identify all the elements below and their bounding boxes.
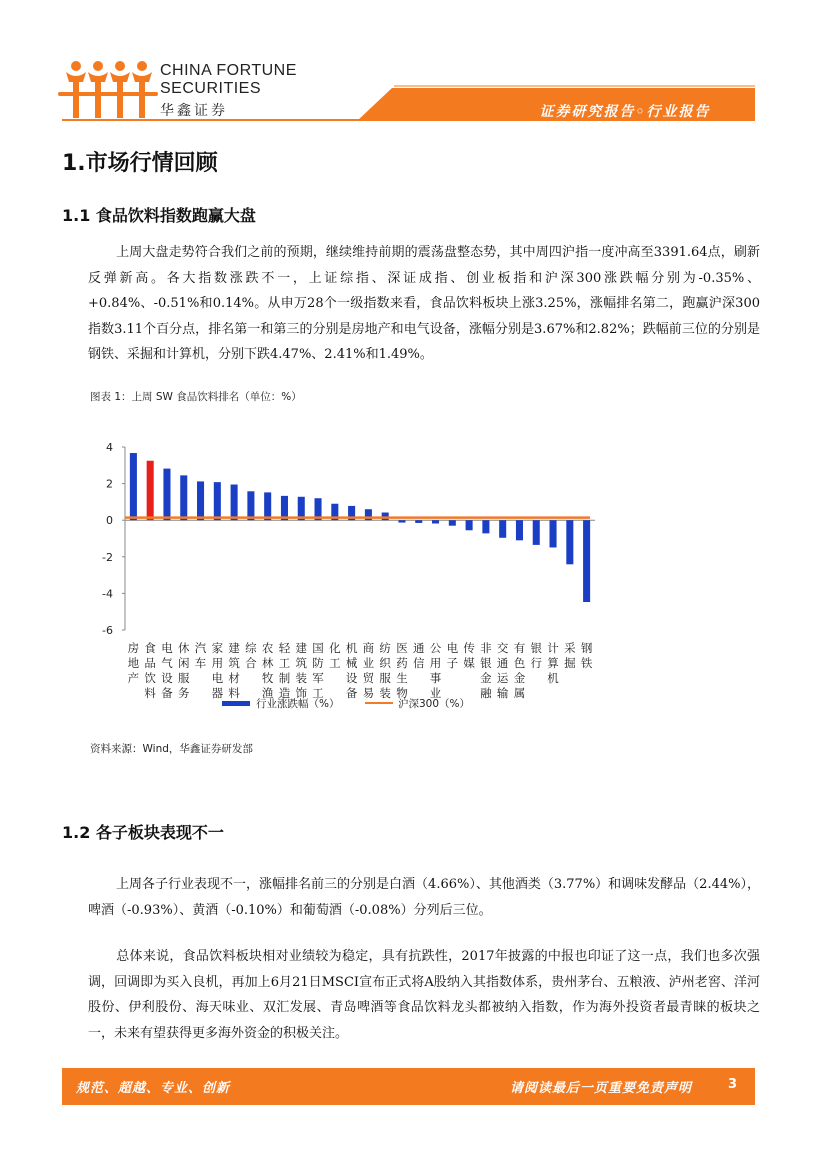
paragraph-outlook	[88, 944, 760, 1046]
category-label: 器	[211, 686, 224, 700]
category-label: 有	[513, 641, 526, 655]
y-tick-label: 4	[106, 441, 113, 454]
figure-source: 资料来源：Wind，华鑫证券研发部	[90, 743, 253, 755]
category-label: 电	[211, 671, 224, 685]
bar-25	[550, 520, 557, 547]
brand-english-line2: SECURITIES	[160, 80, 262, 97]
category-label: 业	[429, 686, 442, 700]
category-label: 房	[127, 641, 140, 655]
category-label: 织	[379, 656, 391, 670]
category-label: 行	[530, 656, 542, 670]
subsection-title-1-2: 1.2 各子板块表现不一	[62, 823, 224, 842]
category-label: 医	[396, 641, 408, 655]
legend-line-label: 沪深300（%）	[398, 698, 471, 710]
category-label: 闲	[178, 656, 190, 670]
category-label: 用	[429, 656, 442, 670]
category-label: 事	[429, 671, 442, 685]
category-label: 食	[144, 641, 156, 655]
bar-17	[415, 520, 422, 523]
category-label: 色	[513, 656, 526, 670]
category-label: 务	[178, 686, 190, 700]
category-label: 信	[413, 656, 425, 670]
category-label: 算	[547, 656, 559, 670]
category-label: 服	[178, 671, 190, 685]
category-label: 料	[144, 686, 156, 700]
company-logo-icon	[58, 58, 158, 120]
category-label: 地	[127, 656, 140, 670]
category-label: 建	[228, 641, 240, 655]
footer-disclaimer-link[interactable]: 请阅读最后一页重要免责声明	[510, 1081, 693, 1096]
category-label: 综	[245, 641, 257, 655]
category-label: 钢	[580, 641, 593, 655]
bar-24	[533, 520, 540, 545]
category-label: 融	[480, 686, 492, 700]
category-label: 贸	[362, 671, 375, 685]
brand-chinese-name: 华鑫证券	[160, 103, 228, 119]
category-label: 生	[396, 671, 408, 685]
category-label: 渔	[261, 686, 274, 700]
category-label: 装	[295, 671, 307, 685]
category-label: 料	[228, 686, 240, 700]
category-label: 车	[194, 656, 207, 670]
bar-27	[583, 520, 590, 602]
legend-bar-swatch	[222, 701, 250, 706]
y-tick-label: 2	[106, 477, 113, 491]
y-tick-label: -2	[102, 550, 113, 564]
category-label: 业	[362, 656, 375, 670]
bar-21	[482, 520, 489, 533]
bar-16	[398, 520, 405, 522]
bar-6	[231, 485, 238, 521]
legend-bar-label: 行业涨跌幅（%）	[256, 698, 340, 710]
category-label: 银	[480, 656, 492, 670]
category-label: 服	[379, 671, 391, 685]
category-label: 输	[496, 686, 509, 700]
y-tick-label: 0	[106, 514, 113, 528]
category-label: 防	[312, 656, 324, 670]
category-label: 械	[345, 656, 358, 670]
category-label: 掘	[564, 656, 576, 670]
bar-1	[147, 461, 154, 520]
section-title: 1.市场行情回顾	[62, 151, 218, 176]
category-label: 通	[413, 641, 425, 655]
category-label: 计	[547, 641, 559, 655]
category-label: 汽	[194, 641, 207, 655]
category-label: 气	[161, 656, 173, 670]
bar-18	[432, 520, 439, 523]
y-tick-label: -6	[102, 624, 113, 637]
footer-slogan: 规范、超越、专业、创新	[76, 1081, 231, 1096]
category-label: 商	[362, 641, 375, 655]
paragraph-market-review-text: 上周大盘走势符合我们之前的预期，继续维持前期的震荡盘整态势，其中周四沪指一度冲高至3391.64点，刷新反弹新高。各大指数涨跌不一，上证综指、深证成指、创业板指和沪深300涨跌幅分别为-0.35%、+0.84%、-0.51%和0.14%。从申万28个一级指数来看，食品饮料板块上涨3.25%，涨幅排名第二，跑赢沪深300指数3.11个百分点，排名第一和第三的分别是房地产和电气设备，涨幅分别是3.67%和2.82%；跌幅前三位的分别是钢铁、采掘和计算机，分别下跌4.47%、2.41%和1.49%。	[88, 245, 760, 362]
y-tick-label: -4	[102, 587, 113, 601]
category-label: 药	[396, 656, 408, 670]
category-label: 工	[329, 656, 341, 670]
subsection-title-1-1: 1.1 食品饮料指数跑赢大盘	[62, 206, 256, 225]
category-label: 备	[345, 686, 358, 700]
category-label: 农	[261, 641, 274, 655]
category-label: 家	[211, 641, 224, 655]
category-label: 设	[345, 671, 358, 685]
category-label: 饮	[144, 671, 156, 685]
category-label: 制	[278, 671, 291, 685]
category-label: 通	[496, 656, 509, 670]
category-label: 工	[312, 686, 324, 700]
category-label: 化	[329, 641, 341, 655]
category-label: 产	[127, 671, 140, 685]
report-type-tag: 证券研究报告◦行业报告	[539, 104, 711, 120]
bar-5	[214, 482, 221, 520]
bar-2	[163, 469, 170, 521]
category-label: 金	[480, 671, 492, 685]
category-label: 金	[513, 671, 526, 685]
category-label: 物	[396, 686, 408, 700]
category-label: 子	[446, 656, 459, 670]
category-label: 媒	[463, 656, 475, 670]
page-number: 3	[728, 1077, 738, 1092]
category-label: 传	[463, 641, 475, 655]
category-label: 饰	[295, 686, 307, 700]
category-label: 纺	[379, 641, 391, 655]
category-label: 易	[362, 686, 375, 700]
paragraph-subsectors-text: 上周各子行业表现不一，涨幅排名前三的分别是白酒（4.66%）、其他酒类（3.77%）和调味发酵品（2.44%），啤酒（-0.93%）、黄酒（-0.10%）和葡萄酒（-0.08%）分列后三位。	[88, 877, 760, 918]
category-label: 国	[312, 641, 324, 655]
industry-ranking-chart	[80, 430, 620, 720]
category-label: 建	[295, 641, 307, 655]
category-label: 银	[530, 641, 542, 655]
bar-3	[180, 475, 187, 520]
paragraph-subsectors	[88, 872, 760, 923]
brand-english-line1: CHINA FORTUNE	[160, 62, 297, 79]
bar-8	[264, 492, 271, 520]
category-label: 军	[312, 671, 324, 685]
category-label: 属	[513, 686, 526, 700]
category-label: 铁	[580, 656, 593, 670]
category-label: 机	[547, 671, 559, 685]
category-label: 品	[144, 656, 156, 670]
figure-caption: 图表 1：上周 SW 食品饮料排名（单位：%）	[90, 391, 302, 403]
category-label: 筑	[295, 656, 307, 670]
bar-19	[449, 520, 456, 525]
bar-26	[566, 520, 573, 564]
bar-7	[247, 491, 254, 520]
category-label: 林	[261, 656, 274, 670]
bar-15	[382, 513, 389, 521]
category-label: 公	[429, 641, 442, 655]
category-label: 机	[345, 641, 358, 655]
category-label: 工	[278, 656, 291, 670]
bar-20	[466, 520, 473, 530]
category-label: 筑	[228, 656, 240, 670]
category-label: 合	[245, 656, 257, 670]
bar-23	[516, 520, 523, 540]
paragraph-market-review	[88, 240, 760, 368]
category-label: 装	[379, 686, 391, 700]
category-label: 设	[161, 671, 173, 685]
bar-4	[197, 481, 204, 520]
category-label: 电	[446, 641, 459, 655]
category-label: 采	[564, 641, 576, 655]
category-label: 材	[228, 671, 240, 685]
category-label: 电	[161, 641, 173, 655]
bar-0	[130, 453, 137, 520]
category-label: 非	[480, 641, 492, 655]
paragraph-outlook-text: 总体来说，食品饮料板块相对业绩较为稳定，具有抗跌性，2017年披露的中报也印证了这一点，我们也多次强调，回调即为买入良机，再加上6月21日MSCI宣布正式将A股纳入其指数体系，贵州茅台、五粮液、泸州老窖、洋河股份、伊利股份、海天味业、双汇发展、青岛啤酒等食品饮料龙头都被纳入指数，作为海外投资者最青睐的板块之一，未来有望获得更多海外资金的积极关注。	[88, 949, 760, 1041]
category-label: 用	[211, 656, 224, 670]
category-label: 运	[496, 671, 509, 685]
category-label: 休	[178, 641, 190, 655]
category-label: 备	[161, 686, 173, 700]
category-label: 交	[496, 641, 509, 655]
bar-22	[499, 520, 506, 538]
category-label: 造	[278, 686, 291, 700]
category-label: 轻	[278, 641, 291, 655]
category-label: 牧	[261, 671, 274, 685]
